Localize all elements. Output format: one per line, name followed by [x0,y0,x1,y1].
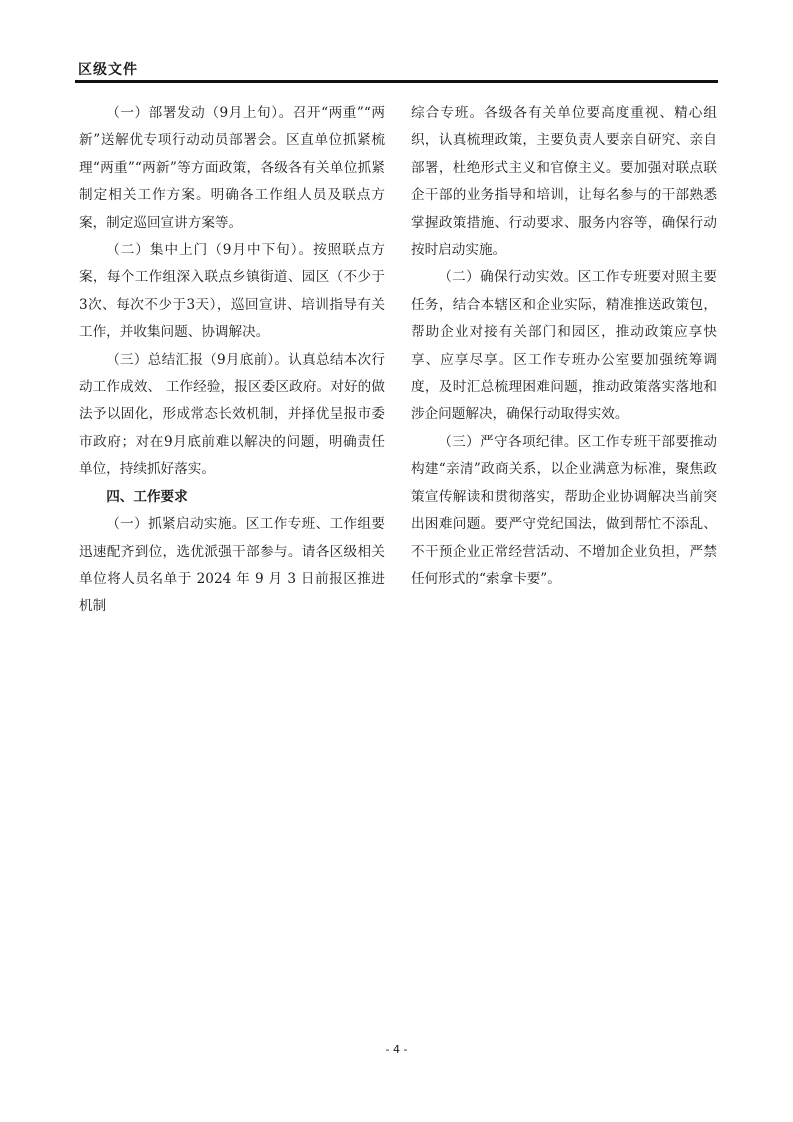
paragraph-ensure-effectiveness: （二）确保行动实效。区工作专班要对照主要任务，结合本辖区和企业实际，精准推送政策包，帮助企业对接有关部门和园区，推动政策应享快享、应享尽享。区工作专班办公室要加强统筹调度，及时汇总梳理困难问题，推动政策落实落地和涉企问题解决，确保行动取得实效。 [411,269,717,423]
paragraph-start-implementation-continued: 综合专班。各级各有关单位要高度重视、精心组织，认真梳理政策，主要负责人要亲自研究、亲自部署，杜绝形式主义和官僚主义。要加强对联点联企干部的业务指导和培训，让每名参与的干部熟悉掌握政策措施、行动要求、服务内容等，确保行动按时启动实施。 [411,105,717,259]
header-divider [75,80,718,83]
right-column [411,100,717,593]
page-number: - 4 - [385,1043,408,1056]
paragraph-discipline: （三）严守各项纪律。区工作专班干部要推动构建“亲清”政商关系，以企业满意为标准，聚焦政策宣传解读和贯彻落实，帮助企业协调解决当前突出困难问题。要严守党纪国法，做到帮忙不添乱、不干预企业正常经营活动、不增加企业负担，严禁任何形式的“索拿卡要”。 [411,433,717,587]
paragraph-door-to-door: （二）集中上门（9月中下旬）。按照联点方案，每个工作组深入联点乡镇街道、园区（不少于3次、每次不少于3天），巡回宣讲、培训指导有关工作，并收集问题、协调解决。 [79,242,385,341]
paragraph-deployment: （一）部署发动（9月上旬）。召开“两重”“两新”送解优专项行动动员部署会。区直单位抓紧梳理“两重”“两新”等方面政策，各级各有关单位抓紧制定相关工作方案。明确各工作组人员及联点方案，制定巡回宣讲方案等。 [79,105,385,231]
left-column [79,100,385,621]
section-heading: 四、工作要求 [106,488,188,505]
paragraph-summary-report: （三）总结汇报（9月底前）。认真总结本次行动工作成效、 工作经验，报区委区政府。对好的做法予以固化，形成常态长效机制，并择优呈报市委市政府；对在9月底前难以解决的问题，明确责任单位，持续抓好落实。 [79,351,385,478]
header-title: 区级文件 [78,62,138,78]
paragraph-start-implementation: （一）抓紧启动实施。区工作专班、工作组要迅速配齐到位，选优派强干部参与。请各区级相关单位将人员名单于 2024 年 9 月 3 日前报区推进机制 [79,516,385,615]
